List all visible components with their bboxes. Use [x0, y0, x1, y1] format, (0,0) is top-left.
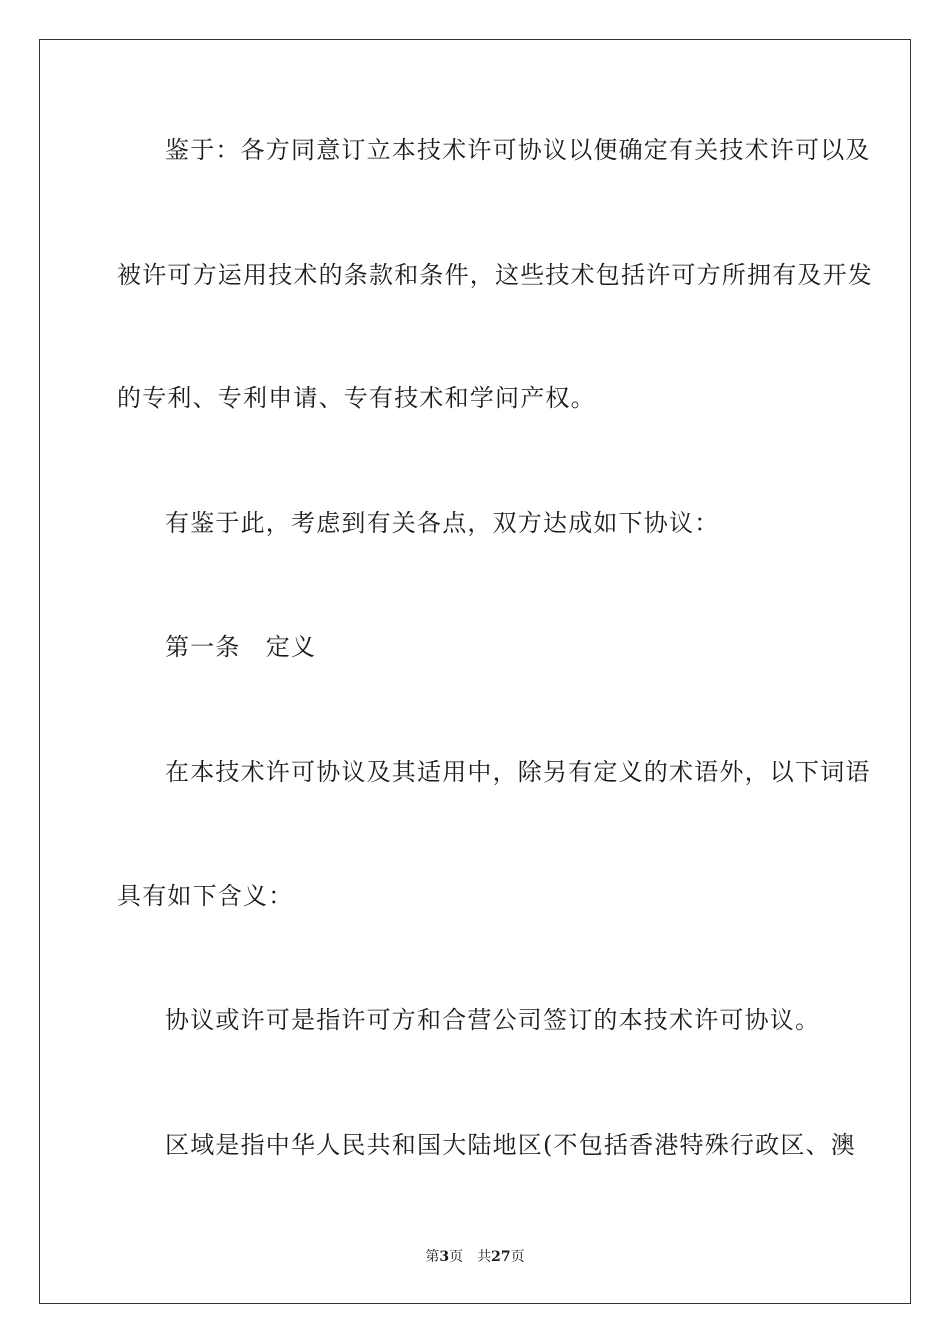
footer-page-prefix: 第: [425, 1249, 440, 1265]
page-border: [39, 39, 911, 1304]
paragraph-line-6: 在本技术许可协议及其适用中，除另有定义的术语外，以下词语: [165, 758, 871, 786]
footer-page-number: 3: [439, 1249, 450, 1265]
paragraph-line-3: 的专利、专利申请、专有技术和学问产权。: [117, 384, 596, 412]
paragraph-line-4: 有鉴于此，考虑到有关各点，双方达成如下协议：: [165, 509, 720, 537]
paragraph-line-7: 具有如下含义：: [117, 882, 294, 910]
paragraph-line-2: 被许可方运用技术的条款和条件，这些技术包括许可方所拥有及开发: [117, 261, 873, 289]
page-footer: [0, 1248, 950, 1266]
footer-total-pages: 27: [491, 1249, 511, 1265]
footer-total-suffix: 页: [510, 1249, 525, 1265]
paragraph-line-9: 区域是指中华人民共和国大陆地区(不包括香港特殊行政区、澳: [165, 1131, 856, 1159]
footer-page-suffix: 页: [449, 1249, 464, 1265]
article-heading: 第一条 定义: [165, 633, 317, 661]
paragraph-line-1: 鉴于：各方同意订立本技术许可协议以便确定有关技术许可以及: [165, 136, 871, 164]
footer-total-prefix: 共: [477, 1249, 492, 1265]
paragraph-line-8: 协议或许可是指许可方和合营公司签订的本技术许可协议。: [165, 1006, 821, 1034]
